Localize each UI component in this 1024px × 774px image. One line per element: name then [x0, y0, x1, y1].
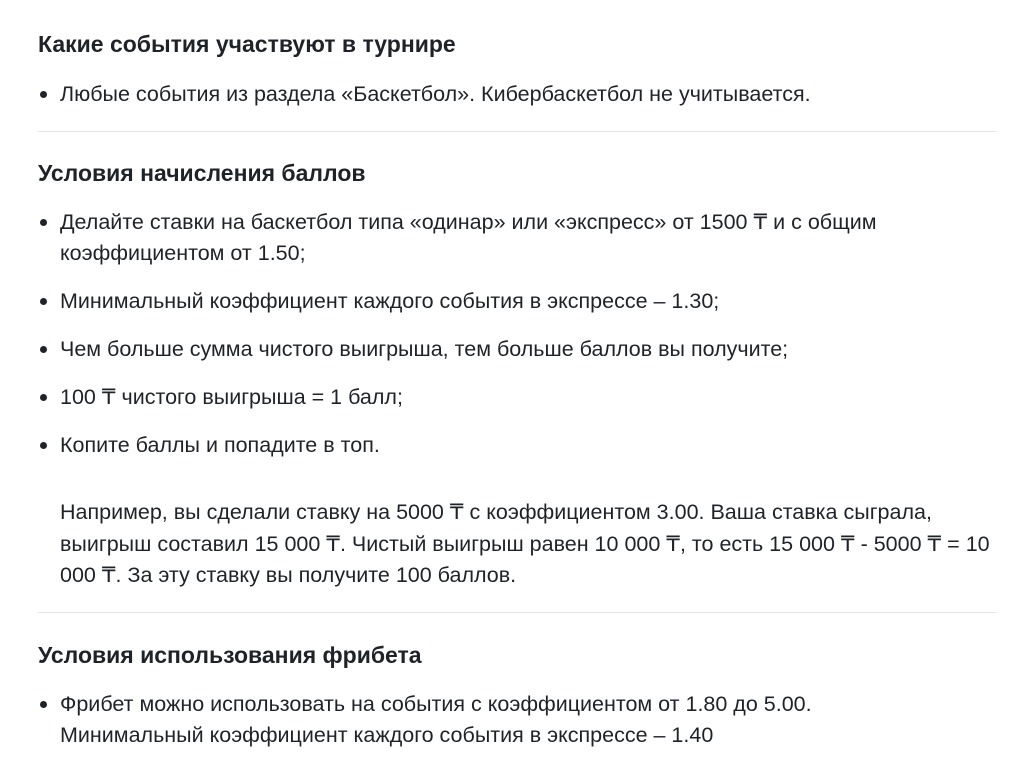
- list-item: [38, 79, 998, 110]
- list-item-text: Минимальный коэффициент каждого события в экспрессе – 1.30;: [60, 289, 720, 313]
- list-item-text: Чем больше сумма чистого выигрыша, тем больше баллов вы получите;: [60, 337, 789, 361]
- bullet-dot-icon: [40, 219, 47, 226]
- section-heading-freebet: Условия использования фрибета: [38, 642, 422, 668]
- bullet-dot-icon: [40, 346, 47, 353]
- section-heading-events: Какие события участвуют в турнире: [38, 31, 456, 57]
- section-divider: [38, 131, 996, 132]
- list-item: [38, 430, 998, 461]
- example-paragraph: Например, вы сделали ставку на 5000 ₸ с коэффициентом 3.00. Ваша ставка сыграла, выигрыш составил 15 000 ₸. Чистый выигрыш равен 10 000 ₸, то есть 15 000 ₸ - 5000 ₸ = 10 000 ₸. За эту ставку вы получите 100 баллов.: [60, 500, 990, 587]
- bullet-dot-icon: [40, 701, 47, 708]
- section-heading-points: Условия начисления баллов: [38, 160, 366, 186]
- bullet-dot-icon: [40, 91, 47, 98]
- list-item-text: 100 ₸ чистого выигрыша = 1 балл;: [60, 385, 403, 409]
- list-item: [38, 382, 998, 413]
- bullet-dot-icon: [40, 442, 47, 449]
- freebet-list: [38, 689, 998, 751]
- list-item-text: Копите баллы и попадите в топ.: [60, 433, 380, 457]
- list-item: [38, 689, 940, 751]
- list-item-text: Делайте ставки на баскетбол типа «одинар» или «экспресс» от 1500 ₸ и с общим коэффициентом от 1.50;: [60, 210, 877, 265]
- section-divider: [38, 612, 996, 613]
- list-item: [38, 334, 998, 365]
- events-list: [38, 79, 998, 110]
- list-item: [38, 207, 998, 269]
- bullet-dot-icon: [40, 298, 47, 305]
- list-item: [38, 286, 998, 317]
- list-item-text: Фрибет можно использовать на события с коэффициентом от 1.80 до 5.00. Минимальный коэффициент каждого события в экспрессе – 1.40: [60, 692, 812, 747]
- list-item-text: Любые события из раздела «Баскетбол». Кибербаскетбол не учитывается.: [60, 82, 811, 106]
- bullet-dot-icon: [40, 394, 47, 401]
- points-list: [38, 207, 998, 461]
